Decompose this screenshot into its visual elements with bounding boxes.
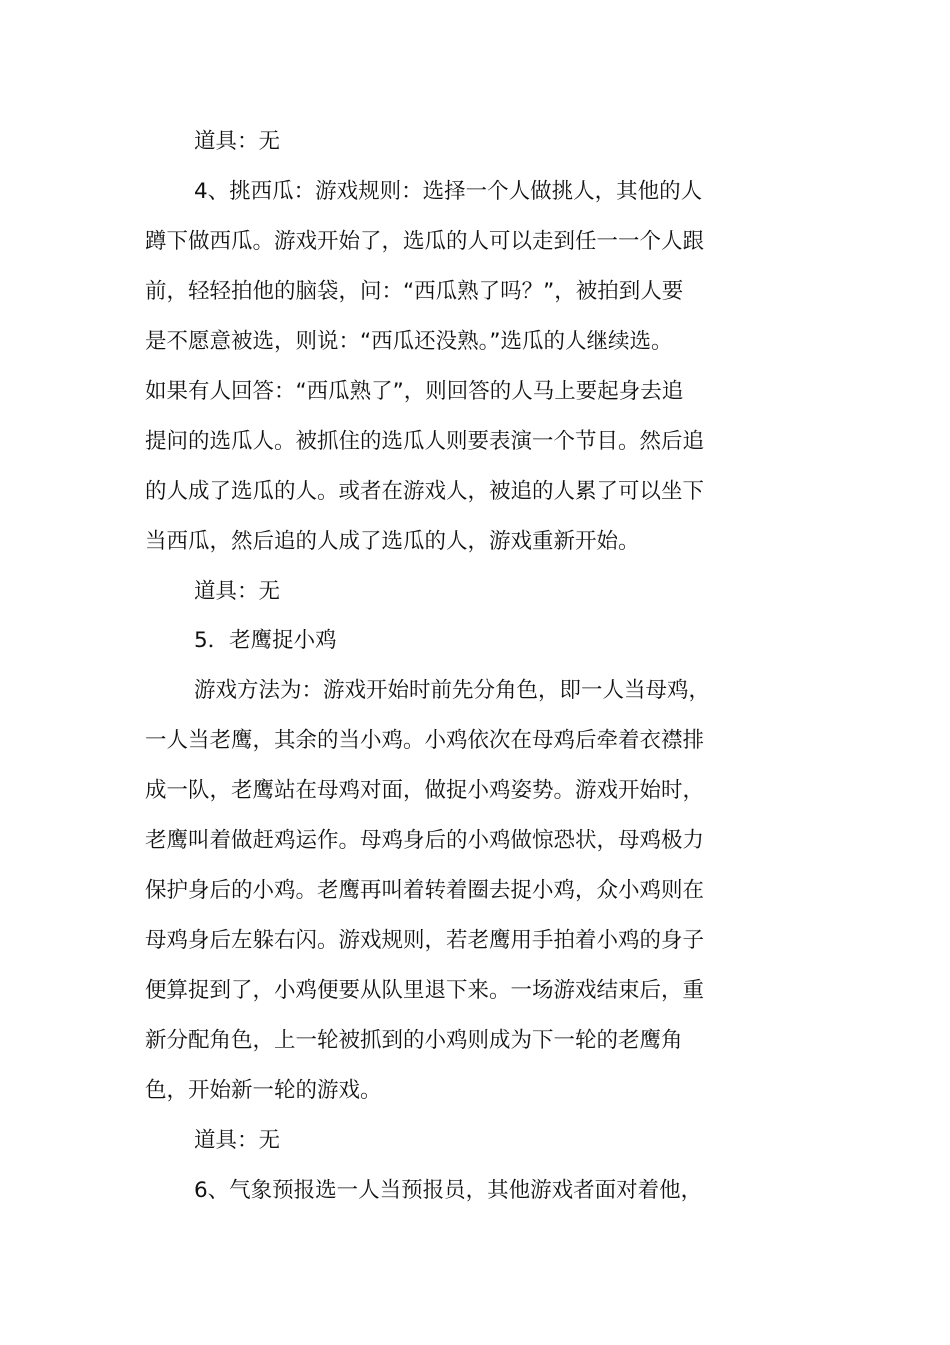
text-line: 老鹰叫着做赶鸡运作。母鸡身后的小鸡做惊恐状，母鸡极力	[145, 828, 705, 853]
text-line: 新分配角色，上一轮被抓到的小鸡则成为下一轮的老鹰角	[145, 1028, 683, 1053]
text-line: 前，轻轻拍他的脑袋，问：“西瓜熟了吗？”，被拍到人要	[145, 279, 684, 304]
text-line: 一人当老鹰，其余的当小鸡。小鸡依次在母鸡后牵着衣襟排	[145, 728, 705, 753]
game-6-title-line: 6、气象预报选一人当预报员，其他游戏者面对着他，	[194, 1178, 703, 1203]
text-line: 蹲下做西瓜。游戏开始了，选瓜的人可以走到任一一个人跟	[145, 229, 705, 254]
text-line: 是不愿意被选，则说：“西瓜还没熟。”选瓜的人继续选。	[145, 329, 673, 354]
text-line: 便算捉到了，小鸡便要从队里退下来。一场游戏结束后，重	[145, 978, 705, 1003]
props-line-3: 道具：无	[194, 1128, 281, 1153]
props-line-1: 道具：无	[194, 129, 281, 154]
game-5-title: 5．老鹰捉小鸡	[194, 628, 337, 653]
text-line: 如果有人回答：“西瓜熟了”，则回答的人马上要起身去追	[145, 379, 684, 404]
text-line: 当西瓜，然后追的人成了选瓜的人，游戏重新开始。	[145, 529, 640, 554]
game-4-title-line: 4、挑西瓜：游戏规则：选择一个人做挑人，其他的人	[194, 179, 703, 204]
game-5-method-line: 游戏方法为：游戏开始时前先分角色，即一人当母鸡，	[194, 678, 711, 703]
text-line: 保护身后的小鸡。老鹰再叫着转着圈去捉小鸡，众小鸡则在	[145, 878, 705, 903]
text-line: 成一队，老鹰站在母鸡对面，做捉小鸡姿势。游戏开始时，	[145, 778, 705, 803]
text-line: 的人成了选瓜的人。或者在游戏人，被追的人累了可以坐下	[145, 479, 705, 504]
text-line: 提问的选瓜人。被抓住的选瓜人则要表演一个节目。然后追	[145, 429, 705, 454]
text-line: 色，开始新一轮的游戏。	[145, 1078, 382, 1103]
text-line: 母鸡身后左躲右闪。游戏规则，若老鹰用手拍着小鸡的身子	[145, 928, 705, 953]
props-line-2: 道具：无	[194, 579, 281, 604]
